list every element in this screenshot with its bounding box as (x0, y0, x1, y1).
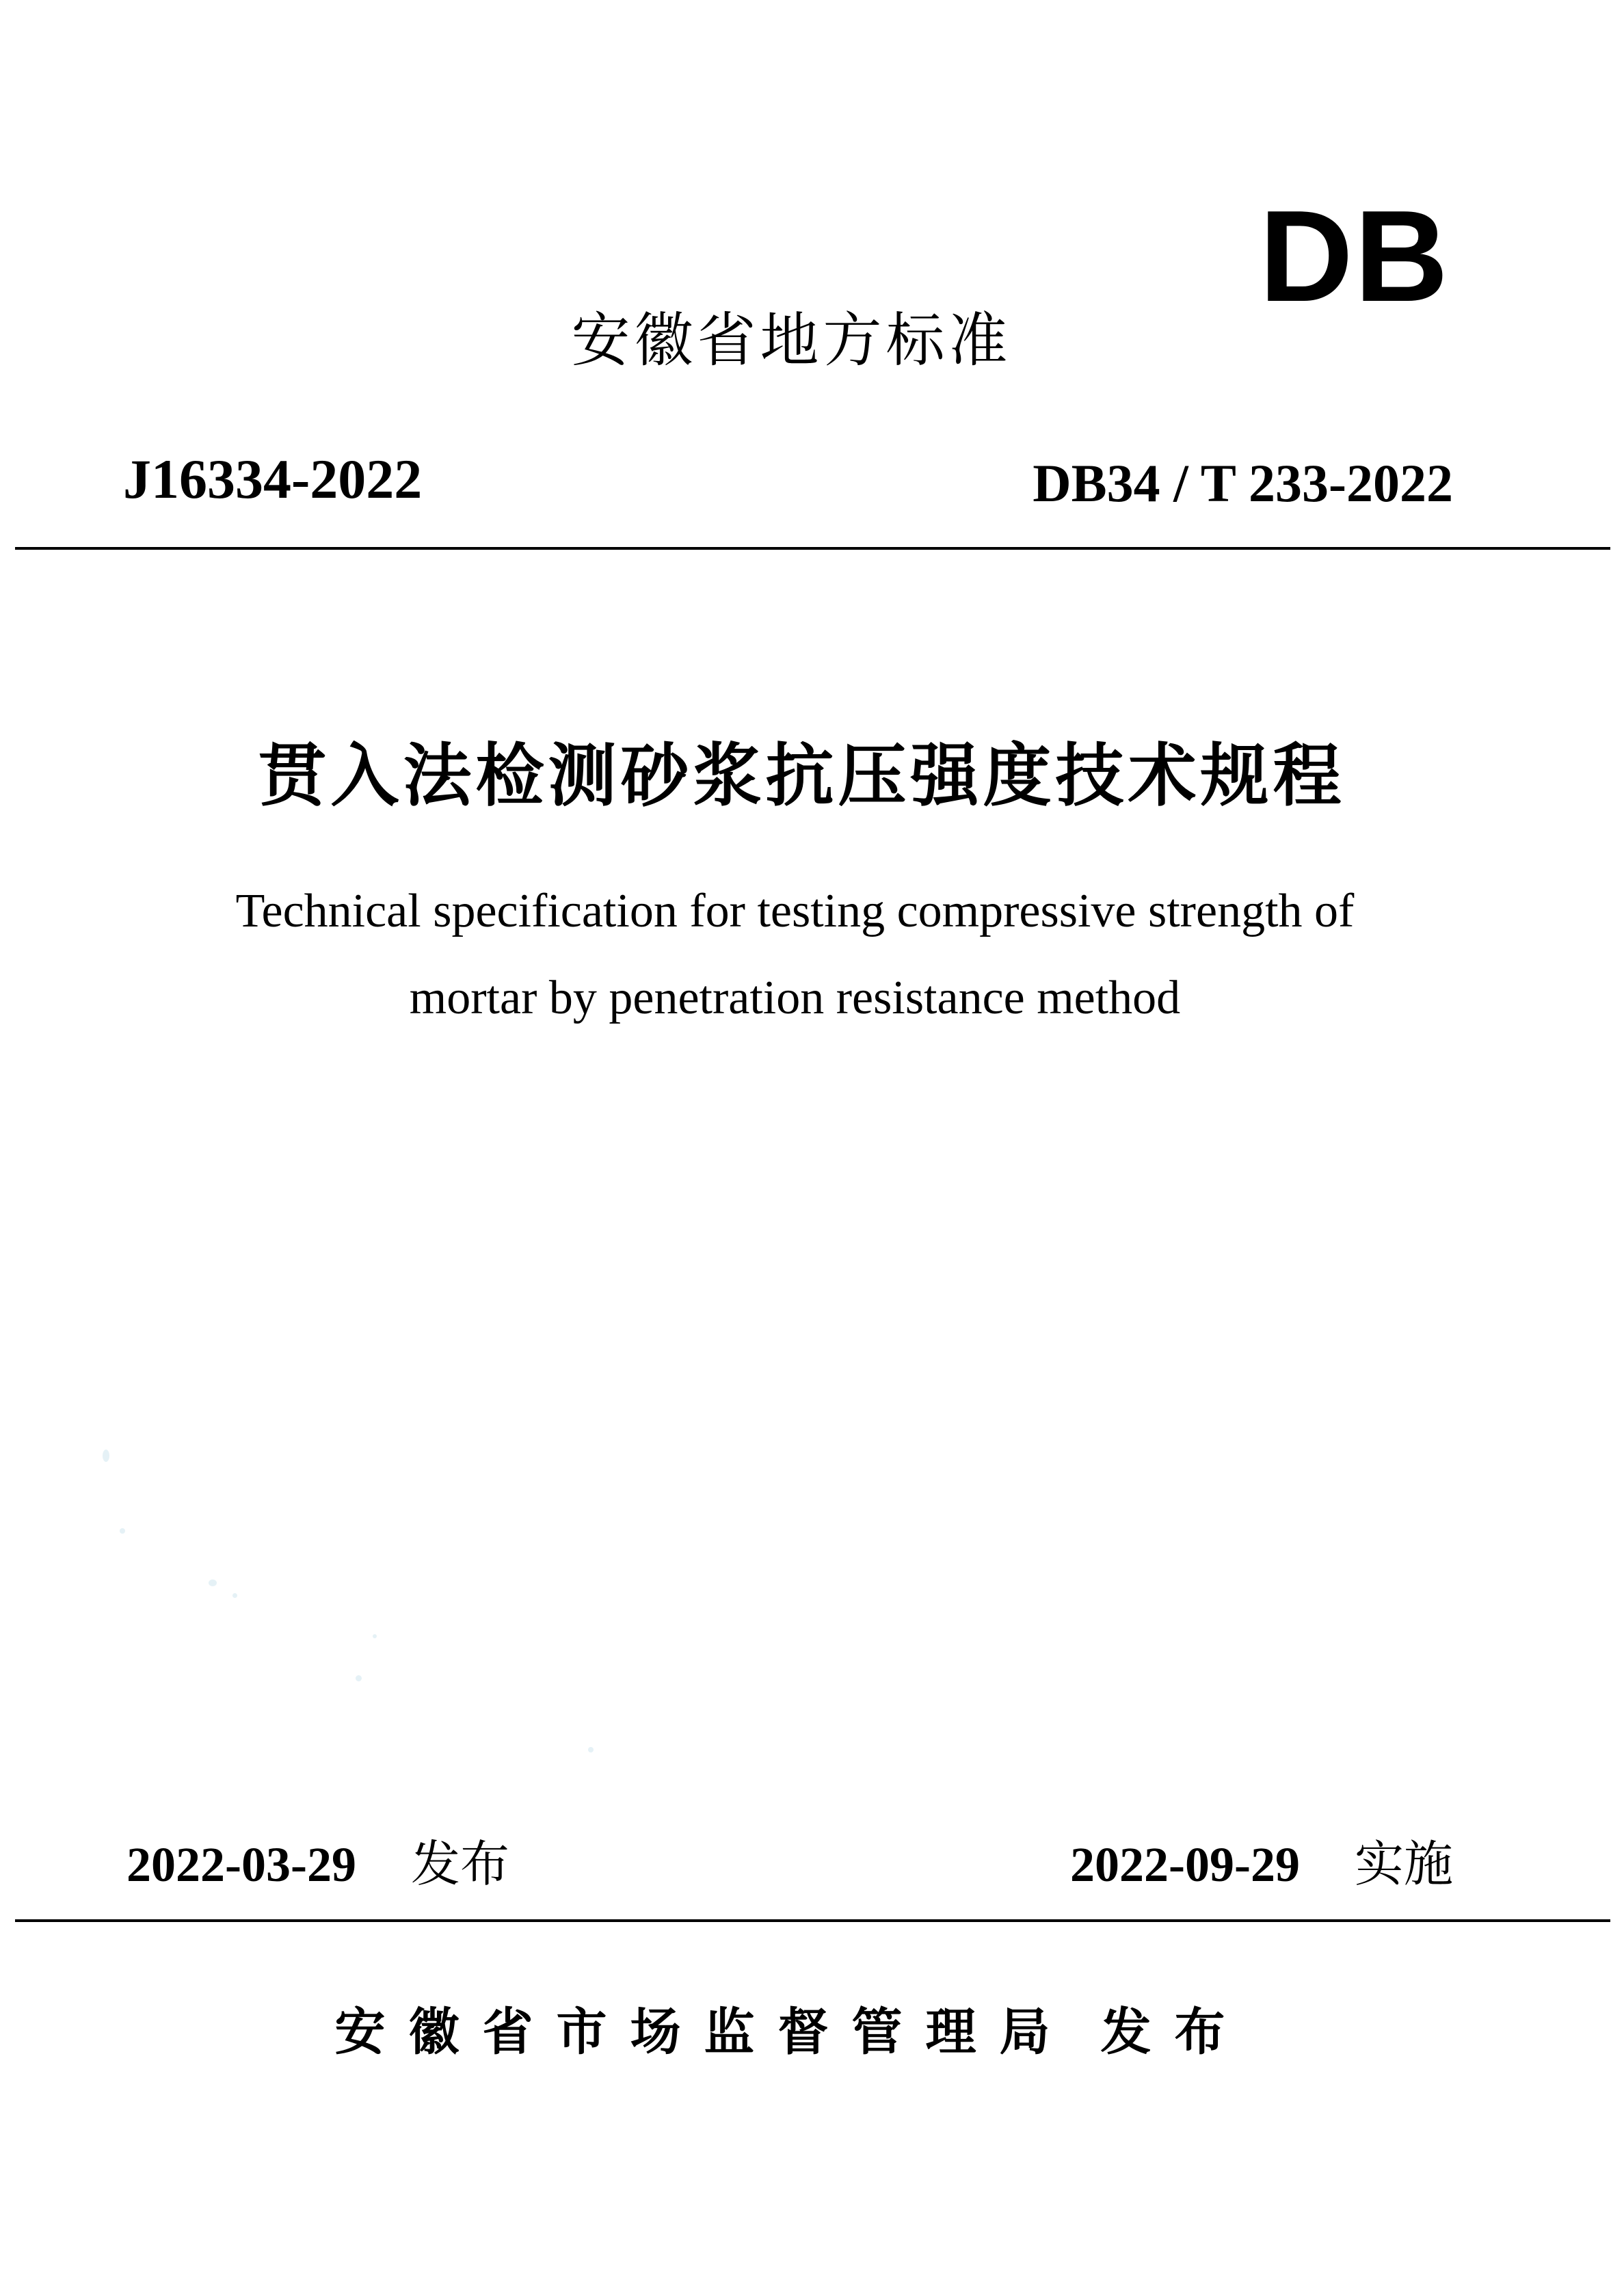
implementation-date-row (1070, 1835, 1453, 1893)
standard-number: DB34 / T 233-2022 (1033, 453, 1453, 513)
publisher-suffix: 发布 (1100, 2003, 1249, 2062)
header-divider (15, 547, 1610, 550)
standard-class: 安徽省地方标准 (571, 306, 1012, 375)
publisher-name: 安徽省市场监督管理局 (334, 2003, 1074, 2062)
implementation-label: 实施 (1354, 1835, 1453, 1893)
issue-label: 发布 (410, 1835, 509, 1893)
title-english-line2: mortar by penetration resistance method (409, 972, 1181, 1024)
title-english-line1: Technical specification for testing compressive strength of (235, 885, 1355, 937)
publisher-line (0, 2003, 1624, 2062)
issue-date-row (127, 1835, 509, 1893)
db-mark: DB (1259, 184, 1450, 329)
title-chinese: 贯入法检测砂浆抗压强度技术规程 (258, 736, 1346, 816)
filing-number: J16334-2022 (123, 448, 423, 510)
issue-date: 2022-03-29 (127, 1837, 356, 1892)
footer-divider (15, 1919, 1610, 1922)
implementation-date: 2022-09-29 (1070, 1837, 1300, 1892)
